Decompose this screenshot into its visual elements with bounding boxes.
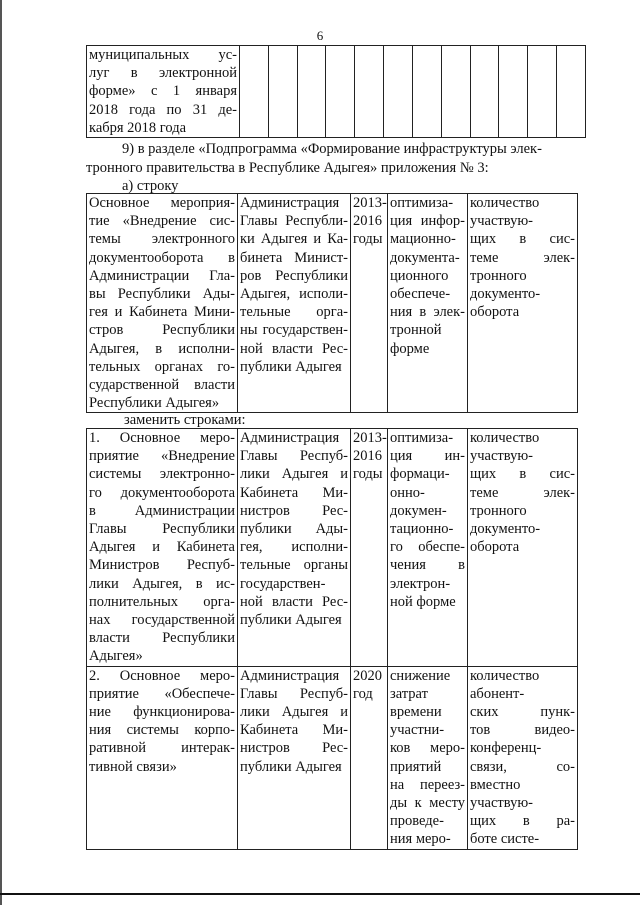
cell-line: Главы Респуб- [240, 685, 348, 702]
cell-line: тов видео- [470, 722, 575, 739]
cell-line: приятие «Обеспече- [89, 685, 235, 702]
cell-line: документооборота в [89, 249, 235, 266]
cell-line: конференц- [470, 740, 542, 757]
table-cell [388, 666, 468, 849]
cell-line: вместно [470, 776, 521, 793]
cell-line: власти Республики [89, 630, 235, 647]
cell-line: го обеспе- [390, 539, 465, 556]
table-cell [468, 429, 578, 667]
table-row [87, 46, 586, 138]
cell-line: бинета Минист- [240, 249, 348, 266]
cell-line: 2020 [353, 667, 382, 684]
cell-line: в Администрации [89, 502, 235, 519]
cell-line: публики Адыгея [240, 758, 342, 775]
table-cell [499, 46, 528, 138]
table-cell [238, 429, 351, 667]
cell-line: лики Адыгея, в ис- [89, 575, 235, 592]
table-cell [87, 194, 238, 413]
table-cell [388, 194, 468, 413]
cell-line: ционного [390, 267, 449, 284]
cell-line: тивной связи» [89, 758, 177, 775]
cell-line: вы Республики Ады- [89, 286, 235, 303]
paragraph-line: 9) в разделе «Подпрограмма «Формирование инфраструктуры элек- [122, 141, 542, 157]
cell-line: ние функционирова- [89, 704, 235, 721]
cell-line: системы электронно- [89, 466, 235, 483]
cell-line: сударственной власти [89, 377, 235, 394]
cell-line: теме элек- [470, 484, 575, 501]
cell-line: затрат [390, 685, 428, 702]
cell-line: документо- [470, 286, 541, 303]
cell-line: проведе- [390, 813, 444, 830]
cell-line: государствен- [240, 575, 326, 592]
cell-line: тронного [470, 267, 527, 284]
cell-line: ды к месту [390, 795, 465, 812]
cell-line: 2018 года по 31 де- [89, 101, 237, 118]
cell-line: оборота [470, 304, 520, 321]
paragraph-line: а) строку [122, 178, 179, 194]
cell-line: лики Адыгея и [240, 466, 348, 483]
cell-line: мационно- [390, 231, 456, 248]
table-cell [441, 46, 470, 138]
cell-line: Адыгея, в исполни- [89, 340, 235, 357]
table-cell [468, 666, 578, 849]
table-cell [528, 46, 557, 138]
cell-line: участни- [390, 722, 445, 739]
table-cell [351, 666, 388, 849]
cell-line: времени [390, 704, 442, 721]
cell-line: Главы Респуб- [240, 448, 348, 465]
cell-line: годы [353, 231, 383, 248]
cell-line: Адыгея» [89, 648, 143, 665]
cell-line: тельных органах го- [89, 358, 235, 375]
cell-line: щих в сис- [470, 466, 575, 483]
cell-line: ния системы корпо- [89, 722, 235, 739]
table-cell [87, 666, 238, 849]
cell-line: тельные органы [240, 557, 348, 574]
cell-line: тронной [390, 322, 442, 339]
table-cell [238, 194, 351, 413]
cell-line: нах государственной [89, 612, 235, 629]
cell-line: оптимиза- [390, 195, 454, 211]
cell-line: снижение [390, 667, 451, 684]
cell-line: ния в элек- [390, 304, 465, 321]
cell-line: формаци- [390, 466, 450, 483]
cell-line: тронного [470, 502, 527, 519]
cell-line: ния меро- [390, 831, 451, 848]
cell-line: на переез- [390, 776, 465, 793]
table-cell [87, 46, 240, 138]
cell-line: обеспече- [390, 286, 451, 303]
cell-line: год [353, 685, 373, 702]
cell-line: количество [470, 430, 540, 446]
cell-line: ративной интерак- [89, 740, 235, 757]
cell-line: ских пунк- [470, 704, 575, 721]
cell-line: документа- [390, 249, 460, 266]
cell-line: тельные орга- [240, 304, 348, 321]
cell-line: участвую- [470, 448, 534, 465]
cell-line: докумен- [390, 502, 447, 519]
table-cell [388, 429, 468, 667]
table-cell [557, 46, 586, 138]
cell-line: форме [390, 340, 430, 357]
continuation-table [86, 45, 586, 138]
cell-line: тационно- [390, 521, 454, 538]
cell-line: ной власти Рес- [240, 593, 348, 610]
replace-label: заменить строками: [124, 412, 246, 428]
cell-line: участвую- [470, 213, 534, 230]
cell-line: оборота [470, 539, 520, 556]
cell-line: ция ин- [390, 448, 465, 465]
cell-line: 2016 [353, 448, 382, 465]
cell-line: 2016 [353, 213, 382, 230]
table-row [87, 429, 578, 667]
table-cell [412, 46, 441, 138]
cell-line: Министров Респуб- [89, 557, 235, 574]
cell-line: гея, исполни- [240, 539, 348, 556]
cell-line: Кабинета Ми- [240, 484, 348, 501]
table-cell [297, 46, 326, 138]
table-row [87, 194, 578, 413]
cell-line: стров Республики [89, 322, 235, 339]
cell-line: электрон- [390, 575, 451, 592]
cell-line: Администрация [240, 430, 340, 446]
cell-line: оптимиза- [390, 430, 454, 446]
table-cell [351, 194, 388, 413]
table-cell [87, 429, 238, 667]
cell-line: тие «Внедрение сис- [89, 213, 235, 230]
cell-line: Администрации Гла- [89, 267, 235, 284]
cell-line: приятие «Внедрение [89, 448, 235, 465]
cell-line: теме элек- [470, 249, 575, 266]
cell-line: 2. Основное меро- [89, 667, 235, 684]
cell-line: Администрация [240, 195, 340, 211]
cell-line: количество [470, 667, 540, 684]
scan-bottom-edge [0, 893, 640, 895]
cell-line: ны государствен- [240, 322, 348, 339]
new-rows-table [86, 428, 578, 850]
cell-line: лики Адыгея и [240, 704, 348, 721]
cell-line: количество [470, 195, 540, 211]
cell-line: щих в сис- [470, 231, 575, 248]
scan-left-edge [0, 0, 2, 905]
cell-line: форме» с 1 января [89, 83, 237, 100]
cell-line: боте систе- [470, 831, 540, 848]
cell-line: Администрация [240, 667, 340, 684]
table-cell [240, 46, 269, 138]
cell-line: темы электронного [89, 231, 235, 248]
cell-line: ров Республики [240, 267, 348, 284]
cell-line: щих в ра- [470, 813, 575, 830]
cell-line: Республики Адыгея» [89, 395, 220, 412]
cell-line: го документооборота [89, 484, 235, 501]
cell-line: годы [353, 466, 383, 483]
cell-line: луг в электронной [89, 65, 237, 82]
table-cell [468, 194, 578, 413]
table-cell [326, 46, 355, 138]
cell-line: участвую- [470, 795, 534, 812]
cell-line: 2013- [353, 195, 387, 211]
cell-line: гея и Кабинета Мини- [89, 304, 235, 321]
cell-line: ной власти Рес- [240, 340, 348, 357]
table-cell [351, 429, 388, 667]
cell-line: полнительных орга- [89, 593, 235, 610]
cell-line: публики Адыгея [240, 612, 342, 629]
cell-line: Основное мероприя- [89, 195, 235, 211]
cell-line: документо- [470, 521, 541, 538]
cell-line: публики Адыгея [240, 358, 342, 375]
cell-line: онно- [390, 484, 425, 501]
cell-line: 2013- [353, 430, 387, 446]
cell-line: абонент- [470, 685, 525, 702]
cell-line: приятий [390, 758, 442, 775]
page-number: 6 [316, 28, 324, 43]
cell-line: ки Адыгея и Ка- [240, 231, 348, 248]
cell-line: ция инфор- [390, 213, 465, 230]
cell-line: Главы Республи- [240, 213, 348, 230]
cell-line: нистров Рес- [240, 740, 348, 757]
cell-line: Адыгея и Кабинета [89, 539, 235, 556]
cell-line: чения в [390, 557, 465, 574]
cell-line: кабря 2018 года [89, 119, 187, 136]
section-paragraph [86, 140, 586, 196]
cell-line: 1. Основное меро- [89, 430, 235, 446]
cell-line: нистров Рес- [240, 502, 348, 519]
paragraph-line: тронного правительства в Республике Адыгея» приложения № 3: [86, 159, 489, 176]
table-cell [384, 46, 413, 138]
cell-line: ной форме [390, 593, 456, 610]
table-cell [268, 46, 297, 138]
cell-line: ков меро- [390, 740, 465, 757]
table-cell [238, 666, 351, 849]
cell-line: муниципальных ус- [89, 47, 237, 63]
table-cell [470, 46, 499, 138]
old-row-table [86, 193, 578, 413]
cell-line: связи, со- [470, 758, 575, 775]
table-cell [355, 46, 384, 138]
cell-line: Кабинета Ми- [240, 722, 348, 739]
cell-line: публики Ады- [240, 521, 348, 538]
cell-line: Адыгея, исполи- [240, 286, 348, 303]
table-row [87, 666, 578, 849]
cell-line: Главы Республики [89, 521, 235, 538]
